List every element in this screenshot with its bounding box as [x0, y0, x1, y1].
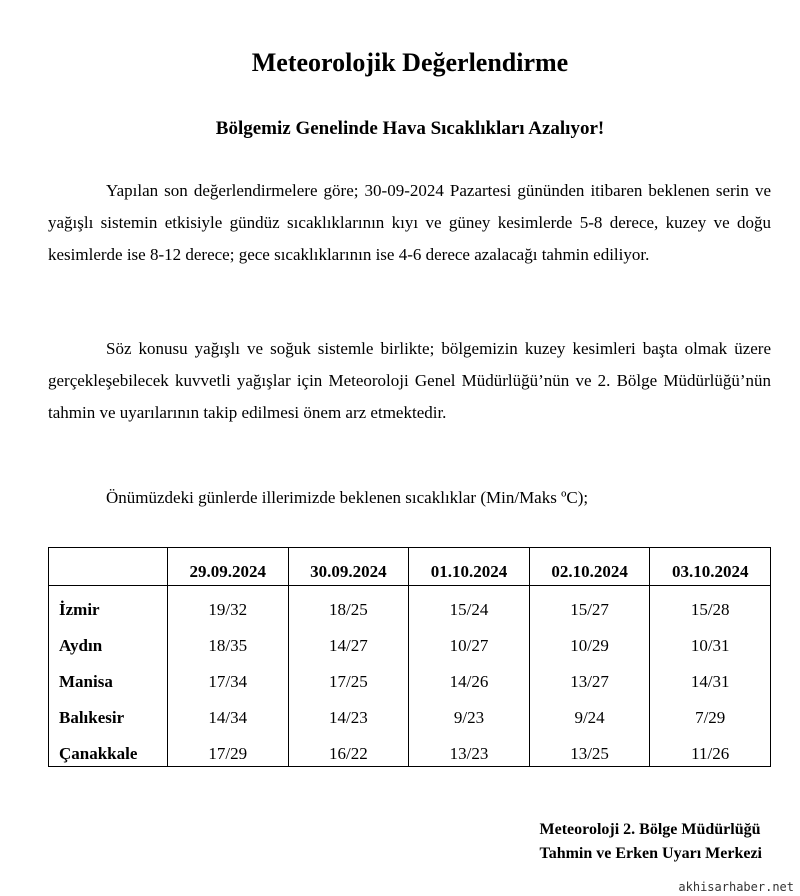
temperature-cell: 9/24 — [529, 694, 650, 730]
temperature-cell: 9/23 — [409, 694, 530, 730]
table-row — [49, 586, 771, 623]
date-header: 02.10.2024 — [529, 548, 650, 586]
temperature-cell: 15/24 — [409, 586, 530, 623]
table-corner-cell — [49, 548, 168, 586]
source-watermark: akhisarhaber.net — [672, 878, 800, 896]
temperature-cell: 14/34 — [168, 694, 289, 730]
temperature-cell: 7/29 — [650, 694, 771, 730]
signature-line-center: Tahmin ve Erken Uyarı Merkezi — [539, 845, 762, 862]
temperature-cell: 15/28 — [650, 586, 771, 623]
temperature-cell: 10/29 — [529, 622, 650, 658]
date-header: 03.10.2024 — [650, 548, 771, 586]
temperature-cell: 10/31 — [650, 622, 771, 658]
city-name: Manisa — [49, 658, 168, 694]
table-row — [49, 694, 771, 730]
city-name: Çanakkale — [49, 730, 168, 767]
signature-block — [540, 818, 763, 866]
signature-line-office: Meteoroloji 2. Bölge Müdürlüğü — [539, 821, 761, 838]
temperature-cell: 10/27 — [409, 622, 530, 658]
temperature-cell: 17/29 — [168, 730, 289, 767]
city-name: Aydın — [49, 622, 168, 658]
city-name: Balıkesir — [49, 694, 168, 730]
temperature-cell: 18/35 — [168, 622, 289, 658]
table-row — [49, 658, 771, 694]
document-subtitle: Bölgemiz Genelinde Hava Sıcaklıkları Azalıyor! — [215, 118, 605, 139]
temperature-cell: 17/34 — [168, 658, 289, 694]
temperature-cell: 14/23 — [288, 694, 409, 730]
temperature-cell: 18/25 — [288, 586, 409, 623]
date-header: 01.10.2024 — [409, 548, 530, 586]
temperature-cell: 19/32 — [168, 586, 289, 623]
table-row — [49, 730, 771, 767]
temperature-cell: 14/27 — [288, 622, 409, 658]
temperature-cell: 13/27 — [529, 658, 650, 694]
temperature-cell: 14/26 — [409, 658, 530, 694]
paragraph-warning: Söz konusu yağışlı ve soğuk sistemle birlikte; bölgemizin kuzey kesimleri başta olmak üzere gerçekleşebilecek kuvvetli yağışlar için Meteoroloji Genel Müdürlüğü’nün ve 2. Bölge Müdürlüğü’nün tahmin ve uyarılarının takip edilmesi önem arz etmektedir. — [48, 339, 771, 422]
table-row — [49, 622, 771, 658]
temperature-cell: 17/25 — [288, 658, 409, 694]
date-header: 29.09.2024 — [168, 548, 289, 586]
temperature-cell: 13/23 — [409, 730, 530, 767]
temperature-cell: 16/22 — [288, 730, 409, 767]
temperature-cell: 11/26 — [650, 730, 771, 767]
temperature-cell: 14/31 — [650, 658, 771, 694]
paragraph-forecast: Yapılan son değerlendirmelere göre; 30-09-2024 Pazartesi gününden itibaren beklenen serin ve yağışlı sistemin etkisiyle gündüz sıcaklıklarının kıyı ve güney kesimlerde 5-8 derece, kuzey ve doğu kesimlerde ise 8-12 derece; gece sıcaklıklarının ise 4-6 derece azalacağı tahmin ediliyor. — [48, 181, 771, 264]
city-name: İzmir — [49, 586, 168, 623]
table-header-row — [49, 548, 771, 586]
date-header: 30.09.2024 — [288, 548, 409, 586]
temperature-cell: 13/25 — [529, 730, 650, 767]
document-title: Meteorolojik Değerlendirme — [251, 48, 569, 77]
temperature-table — [48, 547, 771, 767]
table-intro: Önümüzdeki günlerde illerimizde beklenen sıcaklıklar (Min/Maks ºC); — [106, 488, 589, 507]
temperature-cell: 15/27 — [529, 586, 650, 623]
